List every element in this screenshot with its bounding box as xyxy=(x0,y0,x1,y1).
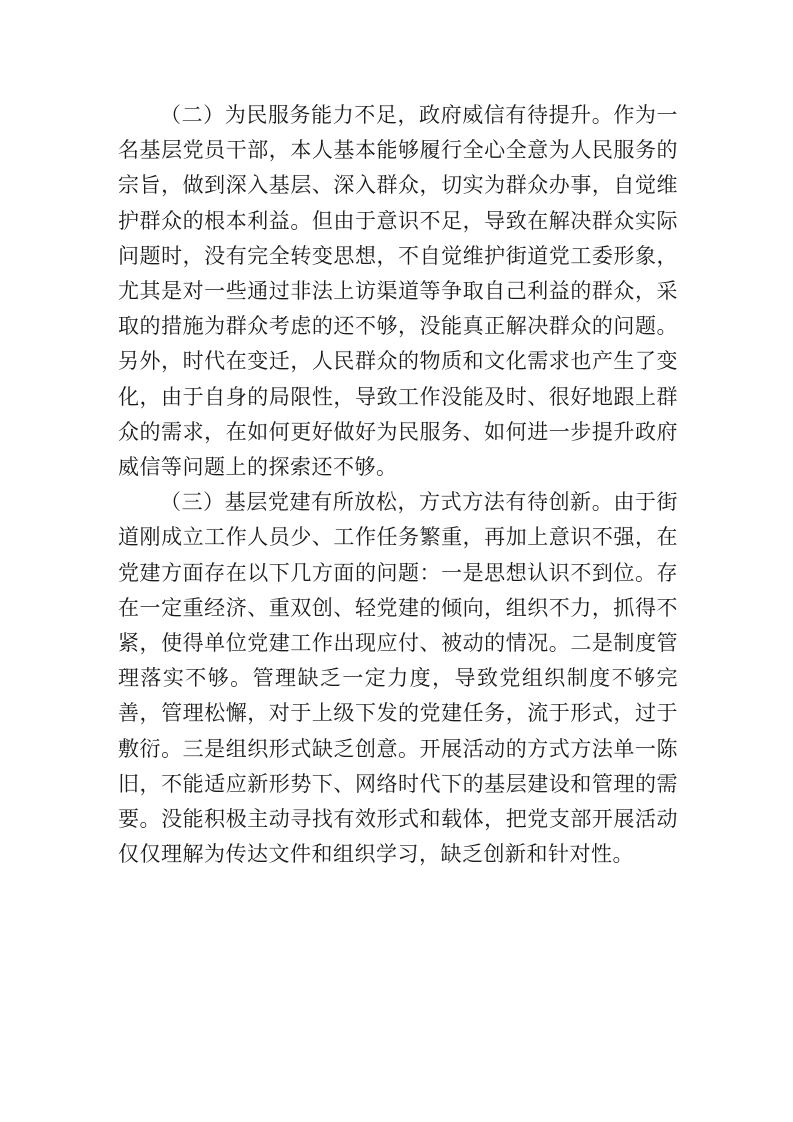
paragraph-service-capability: （二）为民服务能力不足，政府威信有待提升。作为一名基层党员干部，本人基本能够履行全心全意为人民服务的宗旨，做到深入基层、深入群众，切实为群众办事，自觉维护群众的根本利益。但由于意识不足，导致在解决群众实际问题时，没有完全转变思想，不自觉维护街道党工委形象，尤其是对一些通过非法上访渠道等争取自己利益的群众，采取的措施为群众考虑的还不够，没能真正解决群众的问题。另外，时代在变迁，人民群众的物质和文化需求也产生了变化，由于自身的局限性，导致工作没能及时、很好地跟上群众的需求，在如何更好做好为民服务、如何进一步提升政府威信等问题上的探索还不够。 xyxy=(118,103,678,480)
paragraph-party-building: （三）基层党建有所放松，方式方法有待创新。由于街道刚成立工作人员少、工作任务繁重，再加上意识不强，在党建方面存在以下几方面的问题：一是思想认识不到位。存在一定重经济、重双创、轻党建的倾向，组织不力，抓得不紧，使得单位党建工作出现应付、被动的情况。二是制度管理落实不够。管理缺乏一定力度，导致党组织制度不够完善，管理松懈，对于上级下发的党建任务，流于形式，过于敷衍。三是组织形式缺乏创意。开展活动的方式方法单一陈旧，不能适应新形势下、网络时代下的基层建设和管理的需要。没能积极主动寻找有效形式和载体，把党支部开展活动仅仅理解为传达文件和组织学习，缺乏创新和针对性。 xyxy=(118,490,678,867)
document-body xyxy=(118,98,678,872)
